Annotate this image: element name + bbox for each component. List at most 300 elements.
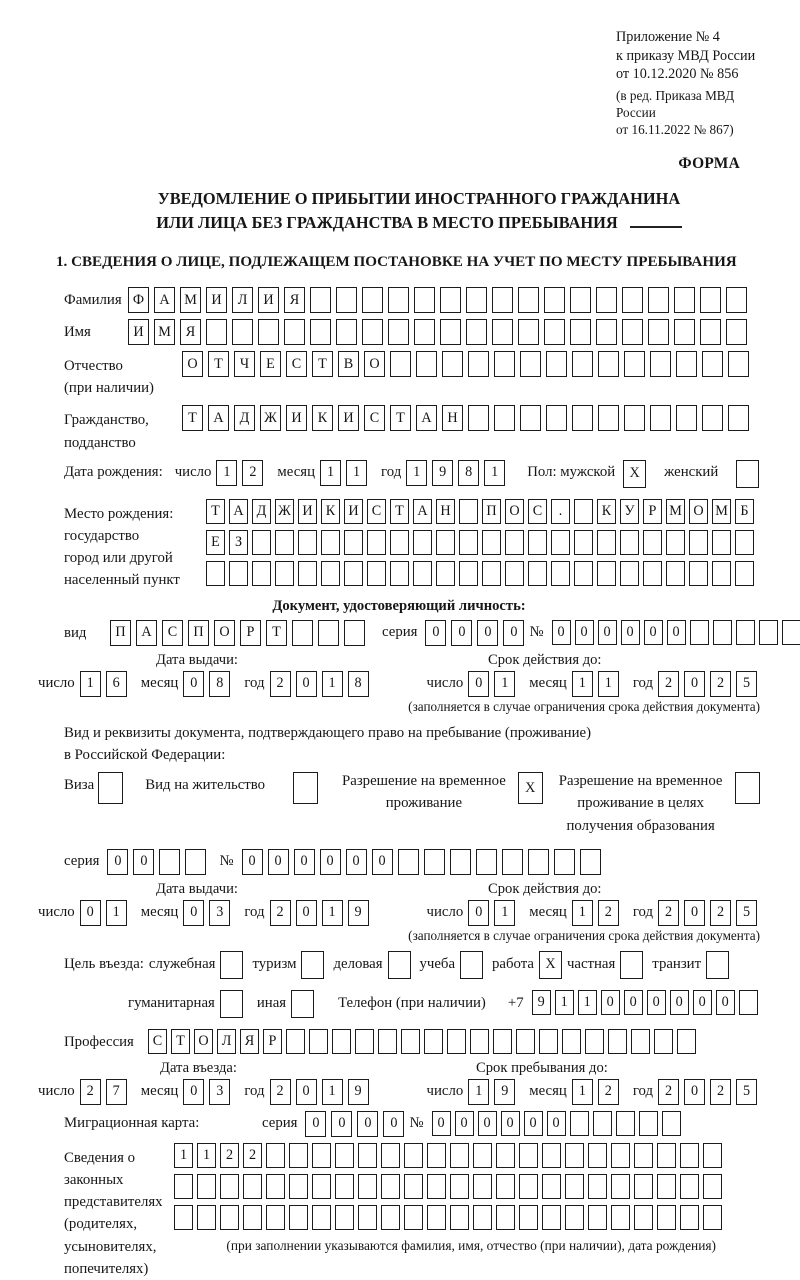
char-box[interactable]: Т [312,351,333,377]
char-box[interactable] [492,319,513,345]
char-box[interactable] [703,1205,722,1230]
char-box[interactable] [726,287,747,313]
char-box[interactable] [546,405,567,431]
date-digit-box[interactable]: 1 [572,671,593,697]
char-box[interactable] [468,405,489,431]
char-box[interactable]: М [180,287,201,313]
char-box[interactable]: 0 [575,620,594,645]
date-digit-box[interactable]: 0 [684,900,705,926]
char-box[interactable] [622,287,643,313]
char-box[interactable] [624,351,645,377]
char-box[interactable] [496,1143,515,1168]
char-box[interactable] [266,1143,285,1168]
char-box[interactable]: 0 [524,1111,543,1136]
char-box[interactable] [321,561,340,586]
humanitarian-checkbox-cell[interactable] [220,990,243,1018]
char-box[interactable] [616,1111,635,1136]
date-digit-box[interactable]: 1 [322,900,343,926]
char-box[interactable] [596,319,617,345]
char-box[interactable] [759,620,778,645]
char-box[interactable] [631,1029,650,1054]
char-box[interactable] [728,351,749,377]
char-box[interactable] [662,1111,681,1136]
char-box[interactable] [608,1029,627,1054]
char-box[interactable] [539,1029,558,1054]
char-box[interactable] [648,319,669,345]
char-box[interactable] [388,319,409,345]
char-box[interactable] [404,1174,423,1199]
char-box[interactable]: 0 [598,620,617,645]
char-box[interactable] [289,1174,308,1199]
female-checkbox-cell[interactable] [736,460,759,488]
date-digit-box[interactable]: 1 [598,671,619,697]
char-box[interactable] [666,561,685,586]
char-box[interactable] [390,530,409,555]
char-box[interactable] [585,1029,604,1054]
char-box[interactable] [266,1205,285,1230]
char-box[interactable]: А [416,405,437,431]
char-box[interactable]: 0 [667,620,686,645]
char-box[interactable]: С [364,405,385,431]
char-box[interactable] [726,319,747,345]
char-box[interactable] [459,561,478,586]
char-box[interactable] [542,1205,561,1230]
char-box[interactable]: А [154,287,175,313]
date-digit-box[interactable]: 3 [209,1079,230,1105]
char-box[interactable] [639,1111,658,1136]
char-box[interactable]: Т [390,405,411,431]
char-box[interactable] [736,620,755,645]
date-digit-box[interactable]: 6 [106,671,127,697]
date-digit-box[interactable]: 2 [658,671,679,697]
char-box[interactable] [362,319,383,345]
char-box[interactable] [440,319,461,345]
char-box[interactable]: Б [735,499,754,524]
date-digit-box[interactable]: 9 [348,900,369,926]
date-digit-box[interactable]: 0 [468,671,489,697]
char-box[interactable] [174,1174,193,1199]
char-box[interactable] [700,287,721,313]
char-box[interactable]: 9 [532,990,551,1015]
char-box[interactable] [174,1205,193,1230]
char-box[interactable] [362,287,383,313]
char-box[interactable]: О [194,1029,213,1054]
date-digit-box[interactable]: 0 [296,900,317,926]
char-box[interactable]: И [298,499,317,524]
char-box[interactable]: 0 [242,849,263,875]
char-box[interactable] [367,530,386,555]
char-box[interactable] [450,849,471,875]
date-digit-box[interactable]: 2 [80,1079,101,1105]
char-box[interactable] [712,561,731,586]
char-box[interactable]: С [286,351,307,377]
char-box[interactable] [390,351,411,377]
char-box[interactable] [344,620,365,646]
char-box[interactable] [676,405,697,431]
char-box[interactable]: Ж [275,499,294,524]
char-box[interactable]: 0 [601,990,620,1015]
char-box[interactable] [220,1205,239,1230]
char-box[interactable]: М [154,319,175,345]
char-box[interactable]: Р [643,499,662,524]
business-checkbox-cell[interactable] [388,951,411,979]
char-box[interactable] [728,405,749,431]
char-box[interactable] [598,351,619,377]
char-box[interactable] [689,530,708,555]
char-box[interactable]: Н [442,405,463,431]
char-box[interactable] [580,849,601,875]
char-box[interactable] [528,561,547,586]
date-digit-box[interactable]: 8 [209,671,230,697]
char-box[interactable] [528,530,547,555]
char-box[interactable] [518,287,539,313]
char-box[interactable] [588,1205,607,1230]
char-box[interactable] [565,1174,584,1199]
char-box[interactable]: 0 [647,990,666,1015]
char-box[interactable]: И [128,319,149,345]
char-box[interactable]: И [258,287,279,313]
char-box[interactable]: 0 [372,849,393,875]
char-box[interactable] [702,405,723,431]
date-digit-box[interactable]: 1 [484,460,505,486]
char-box[interactable]: С [148,1029,167,1054]
char-box[interactable] [482,530,501,555]
char-box[interactable] [450,1143,469,1168]
char-box[interactable] [424,1029,443,1054]
transit-checkbox-cell[interactable] [706,951,729,979]
char-box[interactable] [312,1205,331,1230]
date-digit-box[interactable]: 2 [598,900,619,926]
char-box[interactable] [703,1143,722,1168]
temp-permit-checkbox-cell[interactable]: X [518,772,543,804]
date-digit-box[interactable]: 1 [468,1079,489,1105]
date-digit-box[interactable]: 2 [658,1079,679,1105]
date-digit-box[interactable]: 1 [346,460,367,486]
char-box[interactable] [574,499,593,524]
char-box[interactable] [414,319,435,345]
char-box[interactable] [690,620,709,645]
char-box[interactable] [220,1174,239,1199]
char-box[interactable]: Я [240,1029,259,1054]
char-box[interactable]: 0 [624,990,643,1015]
char-box[interactable] [739,990,758,1015]
char-box[interactable]: А [136,620,157,646]
char-box[interactable]: З [229,530,248,555]
char-box[interactable]: О [505,499,524,524]
char-box[interactable] [519,1174,538,1199]
char-box[interactable] [596,287,617,313]
char-box[interactable] [436,530,455,555]
date-digit-box[interactable]: 8 [348,671,369,697]
char-box[interactable] [648,287,669,313]
char-box[interactable]: М [666,499,685,524]
char-box[interactable] [634,1205,653,1230]
date-digit-box[interactable]: 0 [183,900,204,926]
char-box[interactable] [551,561,570,586]
char-box[interactable] [674,319,695,345]
char-box[interactable]: 0 [670,990,689,1015]
char-box[interactable]: Т [266,620,287,646]
char-box[interactable]: С [162,620,183,646]
char-box[interactable] [388,287,409,313]
char-box[interactable] [298,530,317,555]
char-box[interactable] [266,1174,285,1199]
date-digit-box[interactable]: 0 [80,900,101,926]
char-box[interactable] [312,1143,331,1168]
char-box[interactable]: У [620,499,639,524]
char-box[interactable] [401,1029,420,1054]
char-box[interactable] [440,287,461,313]
char-box[interactable]: О [182,351,203,377]
date-digit-box[interactable]: 2 [710,900,731,926]
char-box[interactable] [611,1143,630,1168]
char-box[interactable]: Т [390,499,409,524]
char-box[interactable] [473,1174,492,1199]
char-box[interactable] [505,561,524,586]
char-box[interactable] [312,1174,331,1199]
visa-checkbox-cell[interactable] [98,772,123,804]
char-box[interactable] [782,620,800,645]
char-box[interactable] [611,1174,630,1199]
char-box[interactable]: 1 [578,990,597,1015]
date-digit-box[interactable]: 0 [296,1079,317,1105]
char-box[interactable] [611,1205,630,1230]
char-box[interactable] [468,351,489,377]
char-box[interactable] [413,561,432,586]
char-box[interactable] [712,530,731,555]
char-box[interactable] [284,319,305,345]
date-digit-box[interactable]: 2 [658,900,679,926]
date-digit-box[interactable]: 2 [710,1079,731,1105]
char-box[interactable] [680,1143,699,1168]
char-box[interactable]: 0 [432,1111,451,1136]
char-box[interactable] [232,319,253,345]
char-box[interactable]: Л [232,287,253,313]
char-box[interactable] [570,287,591,313]
char-box[interactable]: К [312,405,333,431]
char-box[interactable] [643,561,662,586]
char-box[interactable] [344,530,363,555]
char-box[interactable] [275,561,294,586]
char-box[interactable] [554,849,575,875]
char-box[interactable]: И [338,405,359,431]
char-box[interactable]: 0 [716,990,735,1015]
char-box[interactable] [404,1143,423,1168]
char-box[interactable] [735,561,754,586]
char-box[interactable]: Р [263,1029,282,1054]
char-box[interactable] [197,1174,216,1199]
char-box[interactable] [676,351,697,377]
date-digit-box[interactable]: 2 [270,1079,291,1105]
char-box[interactable] [713,620,732,645]
char-box[interactable]: 0 [644,620,663,645]
char-box[interactable] [466,287,487,313]
char-box[interactable] [680,1205,699,1230]
date-digit-box[interactable]: 5 [736,671,757,697]
char-box[interactable] [689,561,708,586]
date-digit-box[interactable]: 1 [322,671,343,697]
char-box[interactable] [572,351,593,377]
char-box[interactable]: 0 [547,1111,566,1136]
char-box[interactable] [358,1174,377,1199]
date-digit-box[interactable]: 5 [736,900,757,926]
char-box[interactable]: С [528,499,547,524]
char-box[interactable] [570,1111,589,1136]
char-box[interactable] [381,1205,400,1230]
char-box[interactable]: О [689,499,708,524]
tourism-checkbox-cell[interactable] [301,951,324,979]
char-box[interactable] [289,1143,308,1168]
date-digit-box[interactable]: 0 [684,1079,705,1105]
char-box[interactable] [482,561,501,586]
char-box[interactable] [252,561,271,586]
char-box[interactable] [381,1174,400,1199]
char-box[interactable] [447,1029,466,1054]
char-box[interactable]: Т [208,351,229,377]
char-box[interactable] [416,351,437,377]
char-box[interactable] [588,1174,607,1199]
char-box[interactable] [519,1143,538,1168]
date-digit-box[interactable]: 2 [270,671,291,697]
char-box[interactable]: 0 [478,1111,497,1136]
char-box[interactable]: И [206,287,227,313]
char-box[interactable]: Ч [234,351,255,377]
char-box[interactable] [542,1143,561,1168]
char-box[interactable]: Я [284,287,305,313]
official-checkbox-cell[interactable] [220,951,243,979]
char-box[interactable] [588,1143,607,1168]
char-box[interactable] [624,405,645,431]
char-box[interactable]: В [338,351,359,377]
char-box[interactable] [344,561,363,586]
char-box[interactable] [358,1143,377,1168]
char-box[interactable] [657,1174,676,1199]
date-digit-box[interactable]: 1 [494,900,515,926]
char-box[interactable] [674,287,695,313]
date-digit-box[interactable]: 7 [106,1079,127,1105]
char-box[interactable]: 2 [243,1143,262,1168]
char-box[interactable] [650,405,671,431]
date-digit-box[interactable]: 0 [183,671,204,697]
date-digit-box[interactable]: 2 [710,671,731,697]
date-digit-box[interactable]: 0 [183,1079,204,1105]
char-box[interactable]: 0 [477,620,498,646]
char-box[interactable]: 0 [455,1111,474,1136]
residence-permit-checkbox-cell[interactable] [293,772,318,804]
char-box[interactable]: Д [234,405,255,431]
char-box[interactable] [427,1205,446,1230]
char-box[interactable]: И [344,499,363,524]
char-box[interactable] [243,1174,262,1199]
char-box[interactable] [398,849,419,875]
char-box[interactable] [634,1143,653,1168]
char-box[interactable]: 0 [425,620,446,646]
char-box[interactable] [436,561,455,586]
date-digit-box[interactable]: 1 [80,671,101,697]
char-box[interactable] [321,530,340,555]
char-box[interactable] [258,319,279,345]
date-digit-box[interactable]: 1 [322,1079,343,1105]
char-box[interactable] [597,561,616,586]
char-box[interactable] [700,319,721,345]
char-box[interactable] [496,1205,515,1230]
char-box[interactable]: 1 [555,990,574,1015]
char-box[interactable]: К [321,499,340,524]
char-box[interactable] [414,287,435,313]
char-box[interactable] [206,319,227,345]
char-box[interactable]: 0 [331,1111,352,1137]
char-box[interactable] [494,351,515,377]
char-box[interactable] [494,405,515,431]
date-digit-box[interactable]: 3 [209,900,230,926]
char-box[interactable] [505,530,524,555]
char-box[interactable] [551,530,570,555]
char-box[interactable] [450,1205,469,1230]
char-box[interactable] [442,351,463,377]
char-box[interactable]: 0 [552,620,571,645]
male-checkbox-cell[interactable]: X [623,460,646,488]
edu-permit-checkbox-cell[interactable] [735,772,760,804]
char-box[interactable] [336,319,357,345]
char-box[interactable] [424,849,445,875]
char-box[interactable]: 0 [133,849,154,875]
char-box[interactable] [427,1143,446,1168]
char-box[interactable] [544,287,565,313]
char-box[interactable] [703,1174,722,1199]
char-box[interactable]: Л [217,1029,236,1054]
char-box[interactable] [476,849,497,875]
char-box[interactable] [473,1205,492,1230]
char-box[interactable]: 0 [693,990,712,1015]
char-box[interactable] [286,1029,305,1054]
char-box[interactable] [518,319,539,345]
char-box[interactable]: Н [436,499,455,524]
char-box[interactable] [572,405,593,431]
date-digit-box[interactable]: 1 [494,671,515,697]
char-box[interactable] [657,1205,676,1230]
char-box[interactable] [450,1174,469,1199]
char-box[interactable] [355,1029,374,1054]
char-box[interactable] [492,287,513,313]
char-box[interactable] [574,530,593,555]
char-box[interactable] [309,1029,328,1054]
char-box[interactable] [367,561,386,586]
char-box[interactable]: 0 [346,849,367,875]
study-checkbox-cell[interactable] [460,951,483,979]
char-box[interactable] [620,561,639,586]
char-box[interactable] [185,849,206,875]
other-checkbox-cell[interactable] [291,990,314,1018]
char-box[interactable] [528,849,549,875]
char-box[interactable]: 0 [357,1111,378,1137]
char-box[interactable]: С [367,499,386,524]
date-digit-box[interactable]: 5 [736,1079,757,1105]
char-box[interactable] [336,287,357,313]
date-digit-box[interactable]: 0 [684,671,705,697]
char-box[interactable] [310,287,331,313]
char-box[interactable] [473,1143,492,1168]
char-box[interactable]: О [214,620,235,646]
char-box[interactable] [702,351,723,377]
char-box[interactable]: А [413,499,432,524]
char-box[interactable] [565,1205,584,1230]
char-box[interactable]: 0 [501,1111,520,1136]
char-box[interactable] [496,1174,515,1199]
char-box[interactable] [519,1205,538,1230]
char-box[interactable] [666,530,685,555]
char-box[interactable]: 0 [503,620,524,646]
char-box[interactable] [243,1205,262,1230]
